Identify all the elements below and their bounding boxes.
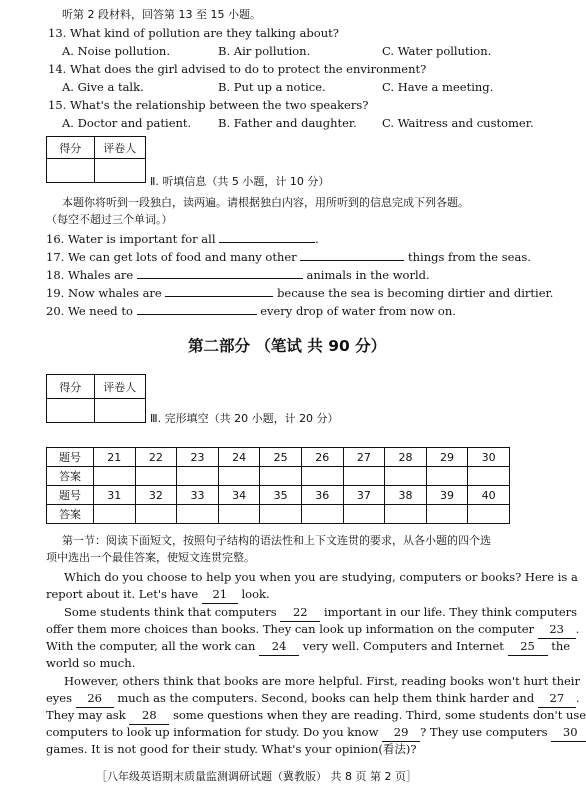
section-ii-instruction: 本题你将听到一段独白，读两遍。请根据独白内容，用所听到的信息完成下列各题。 bbox=[62, 196, 469, 209]
fill-item-17 bbox=[46, 250, 531, 264]
passage-text: computers to look up information for study. Do you know bbox=[46, 725, 379, 739]
page-footer: ［八年级英语期末质量监测调研试题（冀教版） 共 8 页 第 2 页］ bbox=[96, 770, 417, 783]
answer-label: 答案 bbox=[47, 467, 94, 486]
q14-option-c: C. Have a meeting. bbox=[382, 80, 494, 94]
answer-cell[interactable] bbox=[218, 467, 260, 486]
score-box-iii bbox=[46, 374, 146, 423]
answer-cell[interactable] bbox=[135, 505, 177, 524]
answer-table bbox=[46, 447, 510, 524]
answer-cell[interactable] bbox=[260, 505, 302, 524]
score-cell bbox=[47, 159, 95, 183]
passage-text: . bbox=[575, 622, 580, 636]
answer-cell[interactable] bbox=[426, 505, 468, 524]
fill-20-text: 20. We need to bbox=[46, 304, 133, 318]
passage-text: offer them more choices than books. They can look up information on the computer bbox=[46, 622, 535, 636]
grader-label: 评卷人 bbox=[94, 137, 145, 159]
q-num: 27 bbox=[343, 448, 385, 467]
q-num: 26 bbox=[301, 448, 343, 467]
q15-option-c: C. Waitress and customer. bbox=[382, 116, 534, 130]
fill-item-19 bbox=[46, 286, 553, 300]
fill-17-post: things from the seas. bbox=[408, 250, 531, 264]
question-14: 14. What does the girl advised to do to protect the environment? bbox=[48, 62, 427, 76]
passage-text: look. bbox=[241, 587, 270, 601]
fill-19-post: because the sea is becoming dirtier and dirtier. bbox=[277, 286, 554, 300]
section-iii-instruction-2: 项中选出一个最佳答案，使短文连贯完整。 bbox=[46, 551, 255, 564]
blank-22[interactable]: 22 bbox=[280, 603, 320, 622]
q-num: 33 bbox=[177, 486, 219, 505]
blank-26[interactable]: 26 bbox=[76, 689, 114, 708]
answer-cell[interactable] bbox=[301, 505, 343, 524]
q-num: 25 bbox=[260, 448, 302, 467]
fill-16-text: 16. Water is important for all bbox=[46, 232, 216, 246]
answer-cell[interactable] bbox=[260, 467, 302, 486]
blank-27[interactable]: 27 bbox=[538, 689, 576, 708]
q-num: 39 bbox=[426, 486, 468, 505]
answer-cell[interactable] bbox=[385, 505, 427, 524]
fill-16-post: . bbox=[315, 232, 319, 246]
q13-option-a: A. Noise pollution. bbox=[62, 44, 170, 58]
score-cell bbox=[47, 399, 95, 423]
answer-cell[interactable] bbox=[177, 505, 219, 524]
answer-cell[interactable] bbox=[468, 505, 510, 524]
q-num: 30 bbox=[468, 448, 510, 467]
section-ii-title: Ⅱ. 听填信息（共 5 小题，计 10 分） bbox=[150, 175, 330, 188]
fill-17-text: 17. We can get lots of food and many other bbox=[46, 250, 297, 264]
answer-cell[interactable] bbox=[426, 467, 468, 486]
grader-cell bbox=[94, 159, 145, 183]
fill-16-blank[interactable] bbox=[219, 242, 315, 243]
q-num: 34 bbox=[218, 486, 260, 505]
q-num: 21 bbox=[94, 448, 136, 467]
fill-item-18 bbox=[46, 268, 430, 282]
question-15: 15. What's the relationship between the two speakers? bbox=[48, 98, 369, 112]
blank-21[interactable]: 21 bbox=[202, 585, 238, 604]
passage-text: ? They use computers bbox=[420, 725, 548, 739]
passage-line-6: world so much. bbox=[46, 656, 136, 670]
q14-option-a: A. Give a talk. bbox=[62, 80, 144, 94]
score-label: 得分 bbox=[47, 375, 95, 399]
blank-29[interactable]: 29 bbox=[382, 723, 420, 742]
fill-18-text: 18. Whales are bbox=[46, 268, 134, 282]
answer-label: 答案 bbox=[47, 505, 94, 524]
q-num: 24 bbox=[218, 448, 260, 467]
q-num: 28 bbox=[385, 448, 427, 467]
q-num: 35 bbox=[260, 486, 302, 505]
passage-text: report about it. Let's have bbox=[46, 587, 199, 601]
fill-item-20 bbox=[46, 304, 456, 318]
question-13: 13. What kind of pollution are they talking about? bbox=[48, 26, 339, 40]
blank-23[interactable]: 23 bbox=[538, 620, 576, 639]
q-num: 40 bbox=[468, 486, 510, 505]
answer-cell[interactable] bbox=[218, 505, 260, 524]
passage-text: much as the computers. Second, books can help them think harder and bbox=[117, 691, 535, 705]
q-num: 37 bbox=[343, 486, 385, 505]
answer-cell[interactable] bbox=[385, 467, 427, 486]
q-num: 31 bbox=[94, 486, 136, 505]
passage-text: important in our life. They think computers bbox=[323, 605, 578, 619]
q15-option-b: B. Father and daughter. bbox=[218, 116, 357, 130]
fill-19-text: 19. Now whales are bbox=[46, 286, 162, 300]
q15-option-a: A. Doctor and patient. bbox=[62, 116, 192, 130]
passage-text: eyes bbox=[46, 691, 73, 705]
q-num: 23 bbox=[177, 448, 219, 467]
grader-label: 评卷人 bbox=[94, 375, 145, 399]
fill-18-blank[interactable] bbox=[137, 278, 303, 279]
fill-item-16 bbox=[46, 232, 319, 246]
row1-label: 题号 bbox=[47, 448, 94, 467]
passage-text: very well. Computers and Internet bbox=[302, 639, 504, 653]
section-iii-instruction-1: 第一节：阅读下面短文，按照句子结构的语法性和上下文连贯的要求，从各小题的四个选 bbox=[62, 534, 491, 547]
grader-cell bbox=[94, 399, 145, 423]
answer-cell[interactable] bbox=[135, 467, 177, 486]
fill-20-blank[interactable] bbox=[137, 314, 257, 315]
passage-line-2 bbox=[46, 585, 270, 604]
answer-cell[interactable] bbox=[343, 505, 385, 524]
fill-20-post: every drop of water from now on. bbox=[260, 304, 456, 318]
answer-cell[interactable] bbox=[94, 505, 136, 524]
q-num: 22 bbox=[135, 448, 177, 467]
blank-24[interactable]: 24 bbox=[259, 637, 299, 656]
section-iii-title: Ⅲ. 完形填空（共 20 小题，计 20 分） bbox=[150, 412, 339, 425]
passage-text: . bbox=[575, 691, 580, 705]
q13-option-b: B. Air pollution. bbox=[218, 44, 311, 58]
fill-19-blank[interactable] bbox=[165, 296, 273, 297]
listening-intro: 听第 2 段材料，回答第 13 至 15 小题。 bbox=[62, 8, 261, 21]
q-num: 32 bbox=[135, 486, 177, 505]
passage-text: Some students think that computers bbox=[64, 605, 277, 619]
blank-30[interactable]: 30 bbox=[551, 723, 586, 742]
answer-cell[interactable] bbox=[343, 467, 385, 486]
answer-cell[interactable] bbox=[468, 467, 510, 486]
part2-title: 第二部分 （笔试 共 90 分） bbox=[188, 337, 387, 355]
score-box-ii bbox=[46, 136, 146, 183]
passage-line-1: Which do you choose to help you when you are studying, computers or books? Here is a bbox=[64, 570, 578, 584]
passage-line-11: games. It is not good for their study. What's your opinion(看法)? bbox=[46, 742, 417, 756]
passage-text: the bbox=[551, 639, 571, 653]
row2-label: 题号 bbox=[47, 486, 94, 505]
score-label: 得分 bbox=[47, 137, 95, 159]
blank-28[interactable]: 28 bbox=[129, 706, 169, 725]
fill-17-blank[interactable] bbox=[300, 260, 404, 261]
section-ii-note: （每空不超过三个单词。） bbox=[46, 213, 173, 226]
fill-18-post: animals in the world. bbox=[306, 268, 430, 282]
q-num: 29 bbox=[426, 448, 468, 467]
answer-cell[interactable] bbox=[301, 467, 343, 486]
q-num: 36 bbox=[301, 486, 343, 505]
passage-line-7: However, others think that books are more helpful. First, reading books won't hurt their bbox=[64, 674, 580, 688]
passage-text: some questions when they are reading. Third, some students don't use bbox=[173, 708, 586, 722]
q-num: 38 bbox=[385, 486, 427, 505]
passage-text: They may ask bbox=[46, 708, 126, 722]
q13-option-c: C. Water pollution. bbox=[382, 44, 492, 58]
answer-cell[interactable] bbox=[177, 467, 219, 486]
q14-option-b: B. Put up a notice. bbox=[218, 80, 326, 94]
answer-cell[interactable] bbox=[94, 467, 136, 486]
passage-text: With the computer, all the work can bbox=[46, 639, 256, 653]
blank-25[interactable]: 25 bbox=[508, 637, 548, 656]
